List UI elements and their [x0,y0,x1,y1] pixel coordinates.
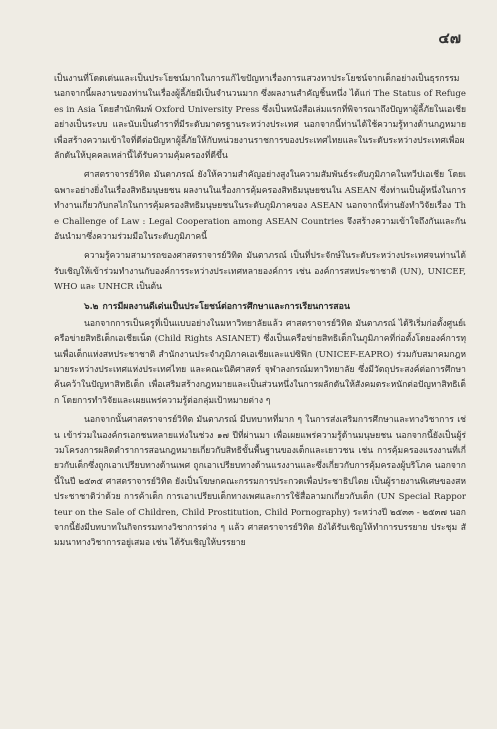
paragraph-refugee-work: เป็นงานที่โดดเด่นและเป็นประโยชน์มากในการแก้ไขปัญหาเรื่องการแสวงหาประโยชน์จากเด็กอย่างเป็นธุรกรรม นอกจากนี้ผลงานของท่านในเรื่องผู้ลี้ภัยมีเป็นจำนวนมาก ซึ่งผลงานสำคัญชิ้นหนึ่ง ได้แก่ The Status of Refugees in Asia โดยสำนักพิมพ์ Oxford University Press ซึ่งเป็นหนังสือเล่มแรกที่พิจารณาถึงปัญหาผู้ลี้ภัยในเอเชียอย่างเป็นระบบ และนับเป็นตำราที่มีระดับมาตรฐานระหว่างประเทศ นอกจากนี้ท่านได้ใช้ความรู้ทางด้านกฎหมาย เพื่อสร้างความเข้าใจที่ดีต่อปัญหาผู้ลี้ภัยให้กับหน่วยงานราชการของประเทศไทยและในระดับระหว่างประเทศเพื่อผลักดันให้บุคคลเหล่านี้ได้รับความคุ้มครองที่ดีขึ้น [54,74,466,162]
page-body [54,72,466,556]
section-title: การมีผลงานดีเด่นเป็นประโยชน์ต่อการศึกษาและการเรียนการสอน [102,301,350,312]
page-number: ๔๗ [438,29,461,47]
paragraph-child-rights-asianet: นอกจากการเป็นครูที่เป็นแบบอย่างในมหาวิทยาลัยแล้ว ศาสตราจารย์วิทิต มันตาภรณ์ ได้ริเริ่มก่อตั้งศูนย์เครือข่ายสิทธิเด็กเอเชียเน็ต (Child Rights ASIANET) ซึ่งเป็นเครือข่ายสิทธิเด็กในภูมิภาคที่ก่อตั้งโดยองค์การทุนเพื่อเด็กแห่งสหประชาชาติ สำนักงานประจำภูมิภาคเอเชียและแปซิฟิก (UNICEF-EAPRO) ร่วมกับสมาคมกฎหมายระหว่างประเทศแห่งประเทศไทย และคณะนิติศาสตร์ จุฬาลงกรณ์มหาวิทยาลัย ซึ่งมีวัตถุประสงค์ต่อการศึกษาค้นคว้าในปัญหาสิทธิเด็ก เพื่อเสริมสร้างกฎหมายและเป็นส่วนหนึ่งในการผลักดันให้สังคมตระหนักต่อปัญหาสิทธิเด็ก โดยการทำวิจัยและเผยแพร่ความรู้ต่อกลุ่มเป้าหมายต่าง ๆ [54,318,466,406]
section-number: ๖.๒ [84,301,99,312]
section-heading [54,300,466,315]
paragraph-academic-activities: นอกจากนั้นศาสตราจารย์วิทิต มันตาภรณ์ มีบทบาทที่มาก ๆ ในการส่งเสริมการศึกษาและทางวิชาการ เช่น เข้าร่วมในองค์กรเอกชนหลายแห่งในช่วง ๑๗ ปีที่ผ่านมา เพื่อเผยแพร่ความรู้ด้านมนุษยชน นอกจากนี้ยังเป็นผู้ร่วมโครงการผลิตตำราการสอนกฎหมายเกี่ยวกับสิทธิขั้นพื้นฐานของเด็กและเยาวชน เช่น การคุ้มครองแรงงานที่เกี่ยวกับเด็กซึ่งถูกเอาเปรียบทางด้านเพศ ถูกเอาเปรียบทางด้านแรงงานและซึ่งเกี่ยวกับการคุ้มครองผู้บริโภค นอกจากนี้ในปี ๒๕๓๕ ศาสตราจารย์วิทิต ยังเป็นโฆษกคณะกรรมการประกวดเพื่อประชาธิปไตย เป็นผู้รายงานพิเศษของสหประชาชาติว่าด้วย การค้าเด็ก การเอาเปรียบเด็กทางเพศและการใช้สื่อลามกเกี่ยวกับเด็ก (UN Special Rapporteur on the Sale of Children, Child Prostitution, Child Pornography) ระหว่างปี ๒๕๓๓ - ๒๕๓๗ นอกจากนี้ยังมีบทบาทในกิจกรรมทางวิชาการต่าง ๆ แล้ว ศาสตราจารย์วิทิต ยังได้รับเชิญให้ทำการบรรยาย ประชุม สัมมนาทางวิชาการอยู่เสมอ เช่น ได้รับเชิญให้บรรยาย [54,415,466,549]
paragraph-international-organizations: ความรู้ความสามารถของศาสตราจารย์วิทิต มันตาภรณ์ เป็นที่ประจักษ์ในระดับระหว่างประเทศจนท่านได้รับเชิญให้เข้าร่วมทำงานกับองค์การระหว่างประเทศหลายองค์การ เช่น องค์การสหประชาชาติ (UN), UNICEF, WHO และ UNHCR เป็นต้น [54,251,466,293]
paragraph-asean-human-rights: ศาสตราจารย์วิทิต มันตาภรณ์ ยังให้ความสำคัญอย่างสูงในความสัมพันธ์ระดับภูมิภาคในทวีปเอเชีย โดยเฉพาะอย่างยิ่งในเรื่องสิทธิมนุษยชน ผลงานในเรื่องการคุ้มครองสิทธิมนุษยชนใน ASEAN ซึ่งท่านเป็นผู้หนึ่งในการทำงานเกี่ยวกับกลไกในการคุ้มครองสิทธิมนุษยชนในระดับภูมิภาคของ ASEAN นอกจากนี้ท่านยังทำวิจัยเรื่อง The Challenge of Law : Legal Cooperation among ASEAN Countries จึงสร้างความเข้าใจถึงกันและกัน อันนำมาซึ่งความร่วมมือในระดับภูมิภาคนี้ [54,170,466,243]
